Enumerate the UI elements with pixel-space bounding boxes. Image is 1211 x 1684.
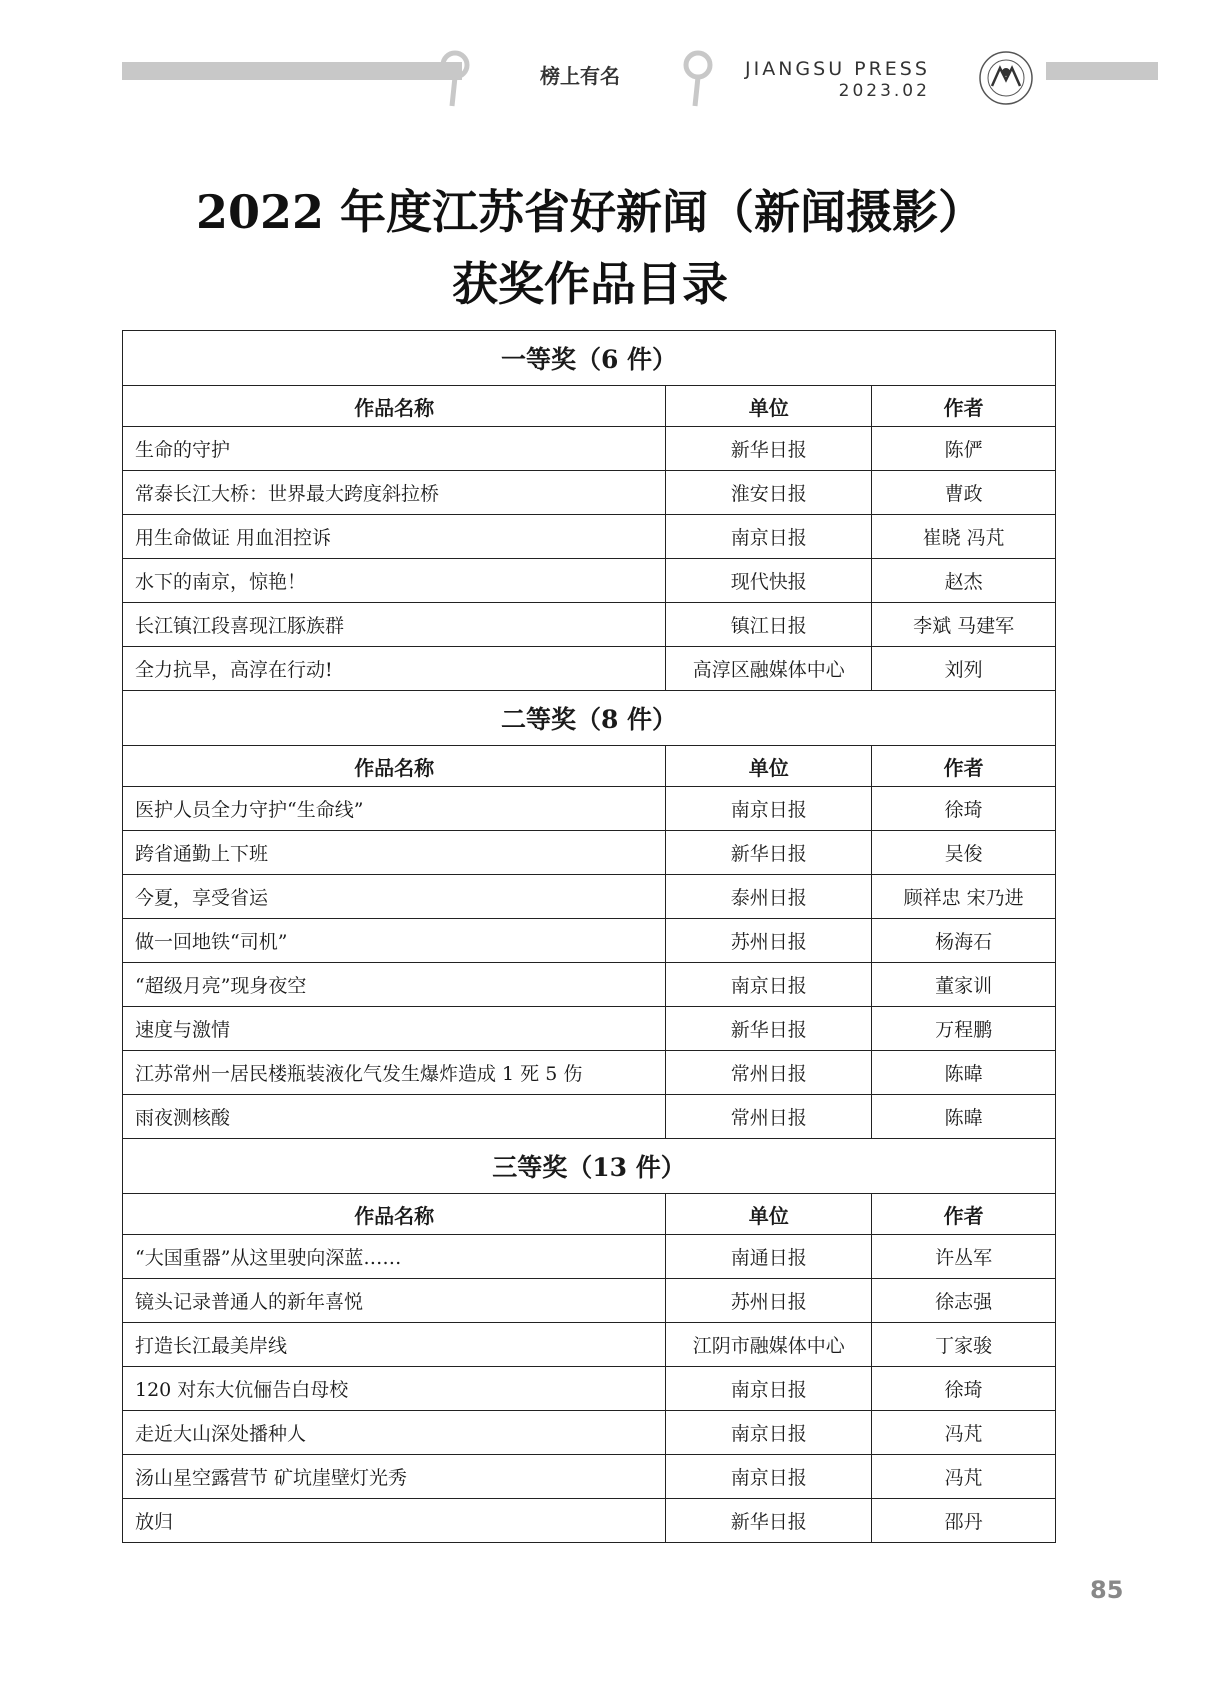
header-bar-left xyxy=(122,62,462,80)
unit-cell: 镇江日报 xyxy=(666,603,872,647)
author-cell: 许丛军 xyxy=(872,1235,1056,1279)
column-header-row xyxy=(123,1194,1056,1235)
unit-cell: 苏州日报 xyxy=(666,1279,872,1323)
table-row xyxy=(123,1499,1056,1543)
table-row xyxy=(123,875,1056,919)
header-unit: 单位 xyxy=(666,746,872,787)
work-name-cell: 走近大山深处播种人 xyxy=(123,1411,666,1455)
unit-cell: 新华日报 xyxy=(666,831,872,875)
work-name-cell: 医护人员全力守护“生命线” xyxy=(123,787,666,831)
author-cell: 李斌 马建军 xyxy=(872,603,1056,647)
author-cell: 徐琦 xyxy=(872,787,1056,831)
work-name-cell: 跨省通勤上下班 xyxy=(123,831,666,875)
table-row xyxy=(123,1411,1056,1455)
author-cell: 陈暐 xyxy=(872,1051,1056,1095)
author-cell: 崔晓 冯芃 xyxy=(872,515,1056,559)
column-header-row xyxy=(123,746,1056,787)
unit-cell: 南京日报 xyxy=(666,787,872,831)
table-row xyxy=(123,559,1056,603)
category-row xyxy=(123,331,1056,386)
page-title xyxy=(0,176,1180,320)
work-name-cell: 常泰长江大桥：世界最大跨度斜拉桥 xyxy=(123,471,666,515)
author-cell: 万程鹏 xyxy=(872,1007,1056,1051)
unit-cell: 新华日报 xyxy=(666,427,872,471)
author-cell: 丁家骏 xyxy=(872,1323,1056,1367)
category-heading: 三等奖（13 件） xyxy=(123,1139,1056,1194)
unit-cell: 南京日报 xyxy=(666,1455,872,1499)
unit-cell: 新华日报 xyxy=(666,1007,872,1051)
section-name: 榜上有名 xyxy=(540,64,620,88)
magazine-masthead xyxy=(745,58,930,102)
category-row xyxy=(123,1139,1056,1194)
author-cell: 冯芃 xyxy=(872,1411,1056,1455)
work-name-cell: “超级月亮”现身夜空 xyxy=(123,963,666,1007)
unit-cell: 南通日报 xyxy=(666,1235,872,1279)
unit-cell: 南京日报 xyxy=(666,515,872,559)
table-row xyxy=(123,647,1056,691)
category-heading: 二等奖（8 件） xyxy=(123,691,1056,746)
column-header-row xyxy=(123,386,1056,427)
work-name-cell: 雨夜测核酸 xyxy=(123,1095,666,1139)
work-name-cell: 汤山星空露营节 矿坑崖壁灯光秀 xyxy=(123,1455,666,1499)
unit-cell: 南京日报 xyxy=(666,1367,872,1411)
work-name-cell: “大国重器”从这里驶向深蓝…… xyxy=(123,1235,666,1279)
magazine-name: JIANGSU PRESS xyxy=(745,58,930,80)
category-heading: 一等奖（6 件） xyxy=(123,331,1056,386)
table-row xyxy=(123,831,1056,875)
table-row xyxy=(123,603,1056,647)
work-name-cell: 打造长江最美岸线 xyxy=(123,1323,666,1367)
table-row xyxy=(123,787,1056,831)
unit-cell: 淮安日报 xyxy=(666,471,872,515)
table-row xyxy=(123,427,1056,471)
author-cell: 吴俊 xyxy=(872,831,1056,875)
table-row xyxy=(123,963,1056,1007)
author-cell: 曹政 xyxy=(872,471,1056,515)
header-author: 作者 xyxy=(872,386,1056,427)
header-author: 作者 xyxy=(872,1194,1056,1235)
author-cell: 董家训 xyxy=(872,963,1056,1007)
table-row xyxy=(123,1007,1056,1051)
author-cell: 邵丹 xyxy=(872,1499,1056,1543)
header-author: 作者 xyxy=(872,746,1056,787)
table-row xyxy=(123,1095,1056,1139)
unit-cell: 南京日报 xyxy=(666,963,872,1007)
header-work-name: 作品名称 xyxy=(123,1194,666,1235)
author-cell: 徐志强 xyxy=(872,1279,1056,1323)
association-seal-icon xyxy=(978,50,1034,106)
unit-cell: 泰州日报 xyxy=(666,875,872,919)
table-row xyxy=(123,471,1056,515)
author-cell: 刘列 xyxy=(872,647,1056,691)
work-name-cell: 江苏常州一居民楼瓶装液化气发生爆炸造成 1 死 5 伤 xyxy=(123,1051,666,1095)
table-row xyxy=(123,1367,1056,1411)
unit-cell: 江阴市融媒体中心 xyxy=(666,1323,872,1367)
author-cell: 顾祥忠 宋乃进 xyxy=(872,875,1056,919)
header-unit: 单位 xyxy=(666,1194,872,1235)
work-name-cell: 镜头记录普通人的新年喜悦 xyxy=(123,1279,666,1323)
unit-cell: 南京日报 xyxy=(666,1411,872,1455)
unit-cell: 现代快报 xyxy=(666,559,872,603)
work-name-cell: 120 对东大伉俪告白母校 xyxy=(123,1367,666,1411)
work-name-cell: 全力抗旱，高淳在行动! xyxy=(123,647,666,691)
header-work-name: 作品名称 xyxy=(123,386,666,427)
unit-cell: 常州日报 xyxy=(666,1051,872,1095)
pin-icon-left xyxy=(440,50,470,108)
work-name-cell: 长江镇江段喜现江豚族群 xyxy=(123,603,666,647)
title-line-1: 2022 年度江苏省好新闻（新闻摄影） xyxy=(195,185,985,239)
category-row xyxy=(123,691,1056,746)
work-name-cell: 水下的南京，惊艳！ xyxy=(123,559,666,603)
work-name-cell: 放归 xyxy=(123,1499,666,1543)
page-number: 85 xyxy=(1090,1576,1124,1604)
header-unit: 单位 xyxy=(666,386,872,427)
author-cell: 陈暐 xyxy=(872,1095,1056,1139)
pin-icon-right xyxy=(683,50,713,108)
issue-number: 2023.02 xyxy=(838,81,930,101)
header-bar-right xyxy=(1046,62,1158,80)
unit-cell: 新华日报 xyxy=(666,1499,872,1543)
unit-cell: 高淳区融媒体中心 xyxy=(666,647,872,691)
work-name-cell: 用生命做证 用血泪控诉 xyxy=(123,515,666,559)
table-row xyxy=(123,1323,1056,1367)
author-cell: 赵杰 xyxy=(872,559,1056,603)
author-cell: 杨海石 xyxy=(872,919,1056,963)
author-cell: 陈俨 xyxy=(872,427,1056,471)
awards-table xyxy=(122,330,1056,1543)
work-name-cell: 速度与激情 xyxy=(123,1007,666,1051)
author-cell: 徐琦 xyxy=(872,1367,1056,1411)
work-name-cell: 今夏，享受省运 xyxy=(123,875,666,919)
table-row xyxy=(123,919,1056,963)
unit-cell: 常州日报 xyxy=(666,1095,872,1139)
unit-cell: 苏州日报 xyxy=(666,919,872,963)
author-cell: 冯芃 xyxy=(872,1455,1056,1499)
table-row xyxy=(123,1235,1056,1279)
work-name-cell: 生命的守护 xyxy=(123,427,666,471)
header-work-name: 作品名称 xyxy=(123,746,666,787)
work-name-cell: 做一回地铁“司机” xyxy=(123,919,666,963)
table-row xyxy=(123,515,1056,559)
table-row xyxy=(123,1279,1056,1323)
table-row xyxy=(123,1051,1056,1095)
table-row xyxy=(123,1455,1056,1499)
title-line-2: 获奖作品目录 xyxy=(452,257,728,311)
